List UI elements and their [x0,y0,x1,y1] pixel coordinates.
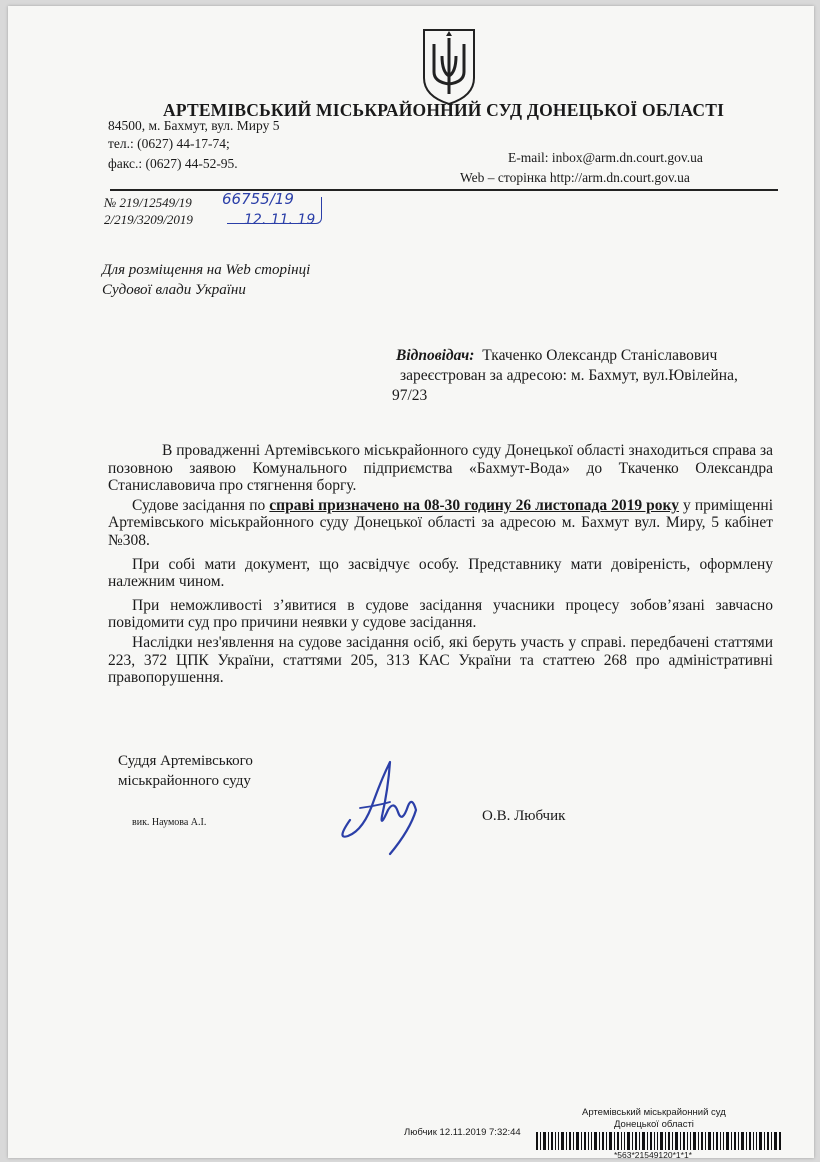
judge-name: О.В. Любчик [482,808,566,824]
barcode-text: *563*21549120*1*1* [614,1150,692,1160]
respondent-label: Відповідач: [396,347,475,364]
stamp-signer-time: Любчик 12.11.2019 7:32:44 [404,1127,521,1138]
court-fax: факс.: (0627) 44-52-95. [108,156,238,171]
stamp-region: Донецької області [614,1119,694,1130]
judge-title-line-1: Суддя Артемівського [118,753,253,769]
addressee-line-2: Судової влади України [102,282,246,298]
case-number: № 219/12549/19 [104,195,192,210]
court-name: АРТЕМІВСЬКИЙ МІСЬКРАЙОННИЙ СУД ДОНЕЦЬКОЇ ОБЛАСТІ [163,100,725,120]
handwritten-signature [330,750,430,860]
hearing-date-emphasis: справі призначено на 08-30 годину 26 листопада 2019 року [269,496,680,514]
barcode-icon [536,1132,782,1150]
handwritten-date: 12. 11. 19 [244,212,316,228]
respondent-address: зареєстрован за адресою: м. Бахмут, вул.Ювілейна, [400,367,738,384]
executor: вик. Наумова А.І. [132,817,207,828]
coat-of-arms-icon [420,26,478,106]
hearing-text-end: у приміщенні Артемівського міськрайонного суду Донецької області за адресою м. Бахмут вул. Миру, 5 кабінет №308. [108,496,773,549]
header-divider [110,189,778,191]
court-email: E-mail: inbox@arm.dn.court.gov.ua [508,150,703,165]
document-page [8,6,814,1158]
proceeding-number: 2/219/3209/2019 [104,212,193,227]
respondent-name: Ткаченко Олександр Станіславович [482,347,718,364]
hearing-text-start: Судове засідання по [132,496,270,514]
stamp-court-name: Артемівський міськрайонний суд [582,1107,726,1118]
paragraph-proceeding: В провадженні Артемівського міськрайонного суду Донецької області знаходиться справа за позовною заявою Комунального підприємства «Бахмут-Вода» до Ткаченко Олександра Станиславовича про стягнення боргу. [108,442,773,495]
paragraph-absence: При неможливості з’явитися в судове засідання учасники процесу зобов’язані завчасно повідомити суд про причини неявки у судове засідання. [108,596,773,632]
respondent-line-1 [396,347,717,365]
paragraph-documents: При собі мати документ, що засвідчує особу. Представнику мати довіреність, оформлену належним чином. [108,555,773,591]
paragraph-hearing [108,497,773,550]
court-address: 84500, м. Бахмут, вул. Миру 5 [108,118,280,133]
handwritten-incoming-number: 66755/19 [222,190,294,208]
judge-title-line-2: міськрайонного суду [118,773,251,789]
paragraph-consequences: Наслідки нез'явлення на судове засідання осіб, які беруть участь у справі. передбачені статтями 223, 372 ЦПК України, статтями 205, 313 КАС України та статтею 268 про адміністративні правопорушення. [108,633,773,687]
addressee-line-1: Для розміщення на Web сторінці [102,262,311,278]
court-phone: тел.: (0627) 44-17-74; [108,136,230,151]
notice-body [108,442,773,687]
court-website: Web – сторінка http://arm.dn.court.gov.ua [460,170,690,185]
respondent-house: 97/23 [392,387,428,404]
